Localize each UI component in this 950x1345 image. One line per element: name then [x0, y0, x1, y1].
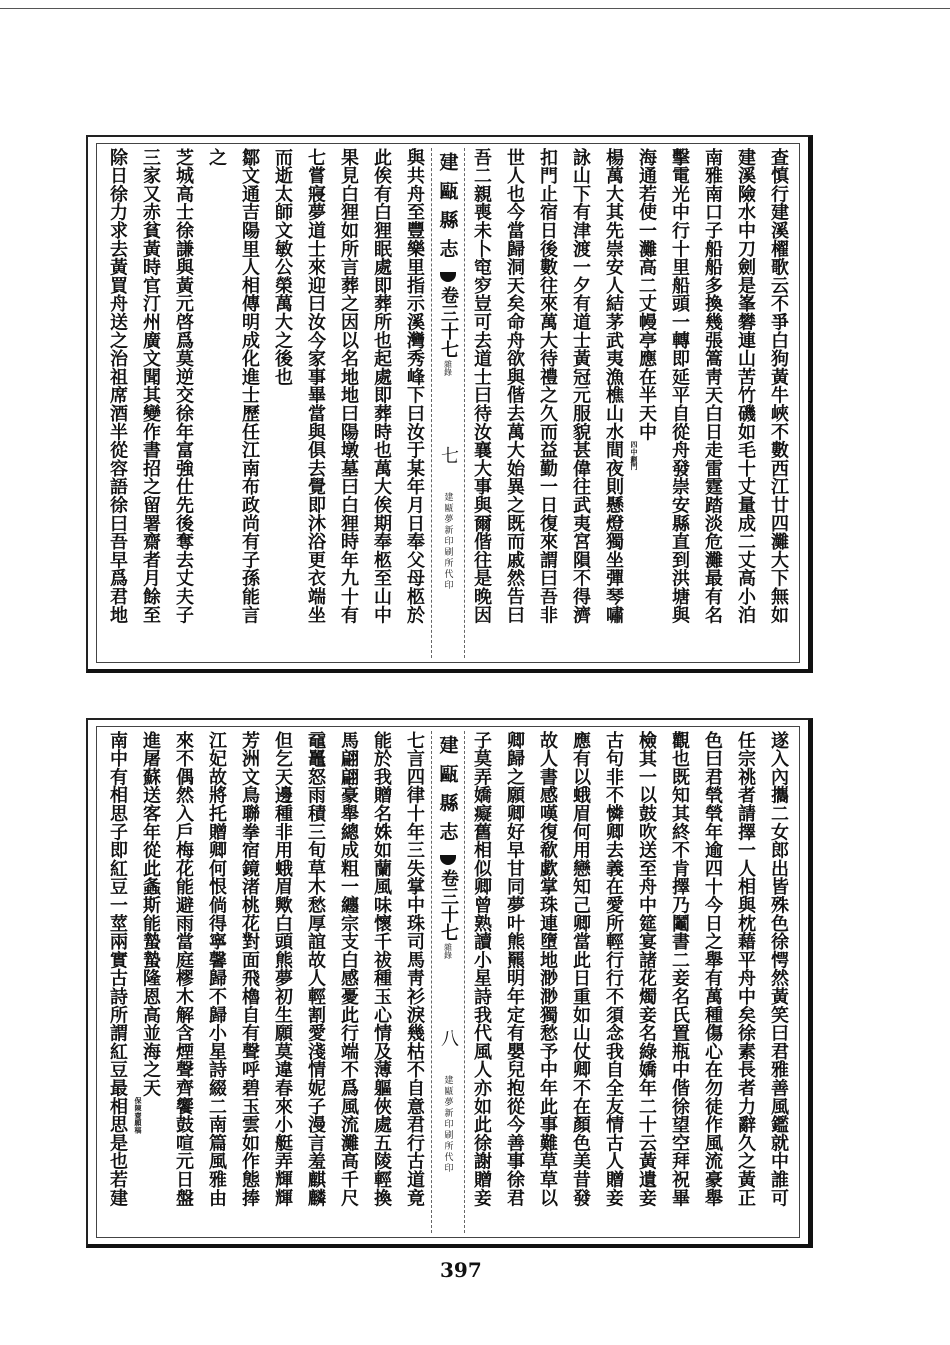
column-text: 應有以蛾眉何用戀知己卿當此日重如山仗卿不在顏色美昔發 [570, 731, 591, 1207]
text-column [134, 148, 167, 658]
text-column [762, 731, 795, 1233]
printer-credit: 建甌夢新印刷所代印 [442, 492, 453, 591]
text-column [167, 731, 200, 1233]
column-text: 三家又赤貧黃時官汀州廣文聞其變作書招之留署齋者月餘至 [140, 148, 161, 624]
text-column [398, 148, 431, 658]
column-text: 七言四律十年三失掌中珠司馬靑衫淚幾枯不自意君行古道竟 [404, 731, 425, 1207]
text-columns [96, 726, 800, 1238]
text-column [266, 731, 299, 1233]
column-text: 馬翩翩豪舉總成粗一纏宗支白感憂此行端不爲風流灘高千尺 [338, 731, 359, 1207]
column-text: 芳洲文鳥聯拳宿鏡渚桃花對面飛櫓自有聲呼碧玉雲如作態捧 [239, 731, 260, 1207]
column-text: 擊電光中行十里船頭一轉即延平自從舟發崇安縣直到洪塘與 [669, 148, 690, 624]
center-margin-header [431, 148, 465, 658]
text-column [200, 731, 233, 1233]
center-margin-header [431, 731, 465, 1233]
column-text: 吾二親喪未卜窀穸豈可去道士曰待汝襄大事與爾偕往是晚因 [471, 148, 492, 624]
column-text: 楊萬大其先崇安人結茅武夷漁樵山水間夜則懸燈獨坐彈琴嘯 [603, 148, 624, 624]
text-column [465, 148, 498, 658]
column-text: 任宗祧者請擇一人相與枕藉平舟中矣徐素長者力辭久之黃正 [735, 731, 756, 1207]
book-title: 建甌縣志 [436, 152, 459, 268]
text-column [663, 148, 696, 658]
text-column [630, 148, 663, 658]
column-text: 南雅南口子船船多換幾張篙靑天白日走雷霆踏淡危灘最有名 [702, 148, 723, 624]
text-column [200, 148, 233, 658]
text-column [564, 731, 597, 1233]
column-text: 果見白狸如所言葬之因以名地地曰陽墩墓曰白狸時年九十有 [338, 148, 359, 624]
text-column [101, 731, 134, 1233]
text-column [630, 731, 663, 1233]
column-text: 江妃故將托贈卿何恨倘得寧馨歸不歸小星詩綴二南篇風雅由 [206, 731, 227, 1207]
column-text: 此俟有白狸眠處即葬所也起處即葬時也萬大俟期奉柩至山中 [371, 148, 392, 624]
text-column [167, 148, 200, 658]
volume-label: 卷三十七 [438, 869, 459, 941]
column-text: 進屠蘇送客年從此螽斯能蟄蟄隆恩高並海之天 [140, 731, 161, 1097]
text-column [498, 731, 531, 1233]
column-text: 世人也今當歸洞天矣命舟欲與偕去萬大始異之既而戚然告曰 [504, 148, 525, 624]
leaf-number: 七 [438, 446, 459, 464]
column-text: 子莫弄嬌癡舊相似卿曾熟讀小星詩我代風人亦如此徐謝贈妾 [471, 731, 492, 1207]
text-column [531, 731, 564, 1233]
column-text: 之 [206, 148, 227, 167]
text-column [663, 731, 696, 1233]
column-text: 芝城高士徐謙與黃元啓爲莫逆交徐年富強仕先後奪去丈夫子 [173, 148, 194, 624]
annotation-note: 保陳齋願稿 [134, 1097, 143, 1134]
text-column [332, 148, 365, 658]
text-column [597, 148, 630, 658]
column-text: 觀也既知其終不肯擇乃鬮書二妾名氏置瓶中偕徐望空拜祝畢 [669, 731, 690, 1207]
column-text: 詠山下有津渡一夕有道士黃冠元服貌甚偉往武夷宮隕不得濟 [570, 148, 591, 624]
column-text: 查慎行建溪櫂歌云不爭白狗黃牛峽不數西江廿四灘大下無如 [768, 148, 789, 624]
text-column [531, 148, 564, 658]
section-label: 雜錄 [443, 943, 453, 959]
text-column [762, 148, 795, 658]
page-number: 397 [440, 1258, 482, 1282]
column-text: 故人書感嘆復欷歔掌珠連墮地渺渺獨愁予中年此事難草草以 [537, 731, 558, 1207]
column-text: 海通若使一灘高二丈幔亭應在半天中 [636, 148, 657, 441]
column-text: 七嘗寢夢道士來迎曰汝今家事畢當與俱去覺即沐浴更衣端坐 [305, 148, 326, 624]
column-text: 檢其一以鼓吹送至舟中筵宴諸花燭妾名綠嬌年二十云黃遺妾 [636, 731, 657, 1207]
page-panel-7 [86, 135, 813, 673]
scan-top-edge [0, 8, 950, 9]
column-text: 建溪險水中刀劍是峯礬連山苦竹磯如毛十丈量成二丈高小泊 [735, 148, 756, 624]
annotation-note: 四中劃門 [630, 440, 639, 471]
column-text: 扣門止宿日後數往來萬大待禮之久而益勤一日復來謂曰吾非 [537, 148, 558, 624]
fishtail-mark [440, 855, 456, 865]
text-column [299, 148, 332, 658]
text-column [498, 148, 531, 658]
column-text: 但乞天邊種非用蛾眉歟白頭熊夢初生願莫違春來小艇弄輝輝 [272, 731, 293, 1207]
book-title: 建甌縣志 [436, 735, 459, 851]
text-column [233, 731, 266, 1233]
text-column [398, 731, 431, 1233]
column-text: 與共舟至豐樂里指示溪灣秀峰下曰汝于某年月日奉父母柩於 [404, 148, 425, 624]
text-column [729, 731, 762, 1233]
text-column [696, 731, 729, 1233]
printer-credit: 建甌夢新印刷所代印 [442, 1075, 453, 1174]
fishtail-mark [440, 272, 456, 282]
column-text: 來不偶然入戶梅花能避雨當庭樛木解含煙聲齊饗鼓喧元日盤 [173, 731, 194, 1207]
text-column [365, 148, 398, 658]
column-text: 色曰君煢煢年逾四十今日之舉有萬種傷心在勿徒作風流豪舉 [702, 731, 723, 1207]
text-column [465, 731, 498, 1233]
text-column [266, 148, 299, 658]
column-text: 南中有相思子即紅豆一莖兩實古詩所謂紅豆最相思是也若建 [107, 731, 128, 1207]
column-text: 黿鼉怒雨積三旬草木愁厚誼故人輕割愛淺情妮子漫言羞麒麟 [305, 731, 326, 1207]
text-column [696, 148, 729, 658]
text-column [729, 148, 762, 658]
section-label: 雜錄 [443, 360, 453, 376]
column-text: 古句非不憐卿去義在愛所輕行行不須念我自全友情古人贈妾 [603, 731, 624, 1207]
text-column [233, 148, 266, 658]
text-column [564, 148, 597, 658]
column-text: 能於我贈名姝如蘭風味懷千祓種玉心情及薄軀俠處五陵輕換 [371, 731, 392, 1207]
text-column [365, 731, 398, 1233]
column-text: 除日徐力求去黃買舟送之治祖席酒半從容語徐曰吾早爲君地 [107, 148, 128, 624]
leaf-number: 八 [438, 1029, 459, 1047]
volume-label: 卷三十七 [438, 286, 459, 358]
column-text: 鄒文通吉陽里人相傳明成化進士歷任江南布政尚有子孫能言 [239, 148, 260, 624]
text-column [134, 731, 167, 1233]
text-column [332, 731, 365, 1233]
page-panel-8 [86, 718, 813, 1248]
text-column [101, 148, 134, 658]
column-text: 遂入內攜二女郎出皆殊色徐愕然黃笑曰君雅善風鑑就中誰可 [768, 731, 789, 1207]
column-text: 卿歸之願卿好早甘同夢叶熊羆明年定有嬰兒抱從今善事徐君 [504, 731, 525, 1207]
text-columns [96, 143, 800, 663]
text-column [299, 731, 332, 1233]
text-column [597, 731, 630, 1233]
column-text: 而逝太師文敏公榮萬大之後也 [272, 148, 293, 386]
